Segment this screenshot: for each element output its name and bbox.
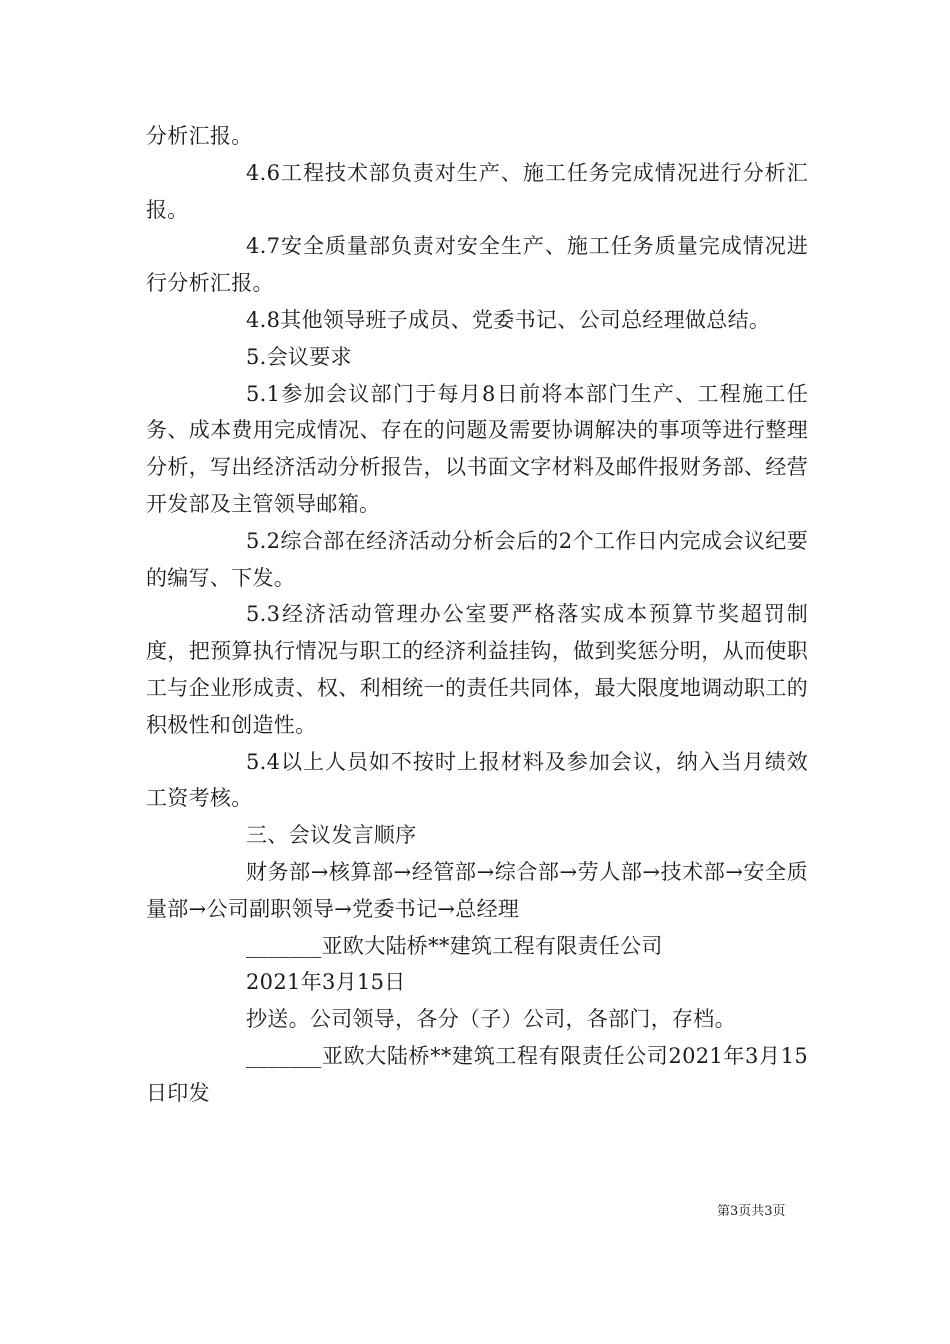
- section-heading-speaking-order: 三、会议发言顺序: [246, 823, 417, 848]
- paragraph-5-1: 5.1参加会议部门于每月8日前将本部门生产、工程施工任务、成本费用完成情况、存在的问题及需要协调解决的事项等进行整理分析，写出经济活动分析报告，以书面文字材料及邮件报财务部、经营开发部及主管领导邮箱。: [146, 381, 808, 516]
- section-heading-meeting-requirements: 5.会议要求: [246, 344, 352, 369]
- cc-line: 抄送。公司领导，各分（子）公司，各部门，存档。: [246, 1007, 736, 1032]
- paragraph-1: 分析汇报。: [146, 124, 253, 148]
- issue-line: _______亚欧大陆桥**建筑工程有限责任公司2021年3月15日印发: [146, 1043, 808, 1105]
- company-signature: _______亚欧大陆桥**建筑工程有限责任公司: [246, 933, 663, 958]
- paragraph-2: 4.6工程技术部负责对生产、施工任务完成情况进行分析汇报。: [146, 160, 808, 222]
- paragraph-5-4: 5.4以上人员如不按时上报材料及参加会议，纳入当月绩效工资考核。: [146, 749, 808, 811]
- paragraph-3: 4.7安全质量部负责对安全生产、施工任务质量完成情况进行分析汇报。: [146, 234, 808, 296]
- paragraph-4: 4.8其他领导班子成员、党委书记、公司总经理做总结。: [246, 307, 771, 332]
- speaking-order-list: 财务部→核算部→经管部→综合部→劳人部→技术部→安全质量部→公司副职领导→党委书记→总经理: [146, 859, 808, 921]
- document-date: 2021年3月15日: [246, 970, 406, 995]
- paragraph-5-2: 5.2综合部在经济活动分析会后的2个工作日内完成会议纪要的编写、下发。: [146, 528, 808, 590]
- paragraph-5-3: 5.3经济活动管理办公室要严格落实成本预算节奖超罚制度，把预算执行情况与职工的经济利益挂钩，做到奖惩分明，从而使职工与企业形成责、权、利相统一的责任共同体，最大限度地调动职工的积极性和创造性。: [146, 602, 808, 737]
- document-body: [146, 118, 808, 1112]
- page-number-footer: 第3页共3页: [717, 1204, 786, 1219]
